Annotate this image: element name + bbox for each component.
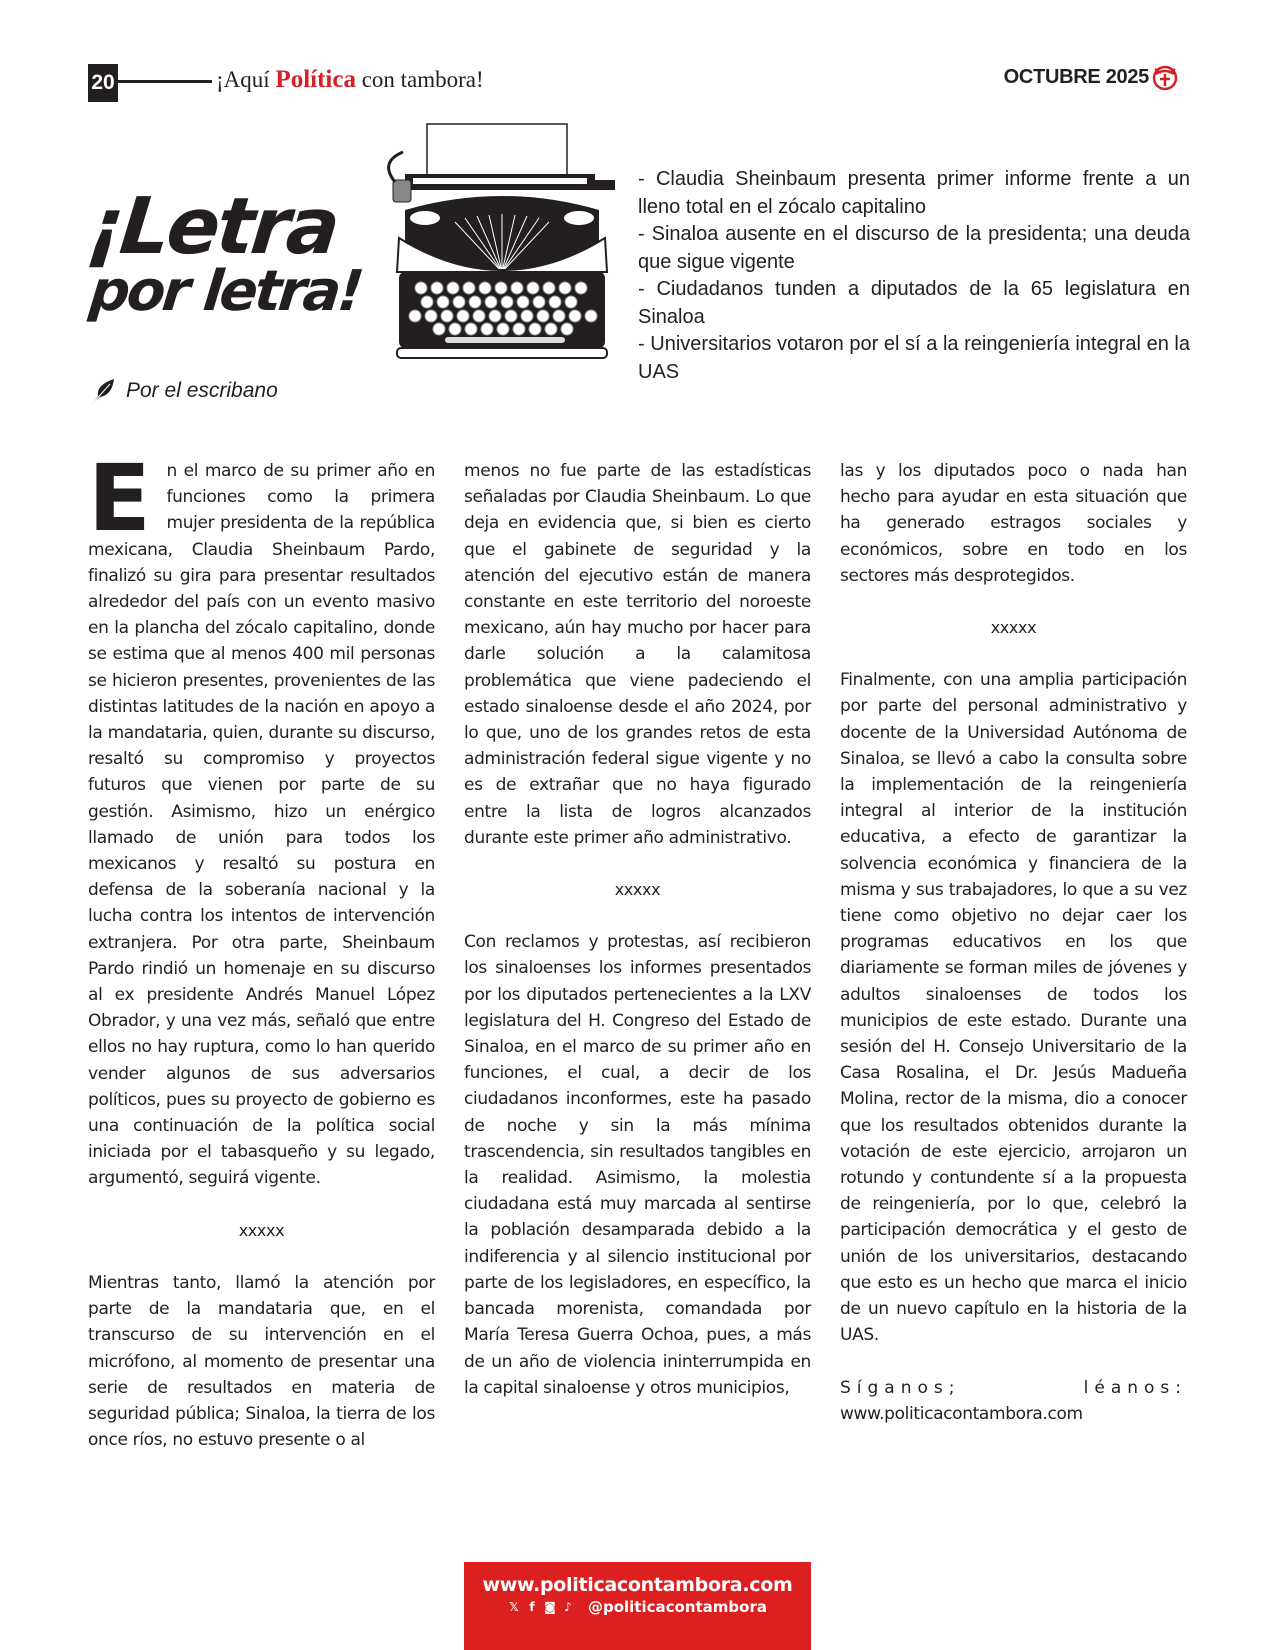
feather-quill-icon bbox=[90, 377, 116, 405]
tiktok-icon[interactable]: ♪ bbox=[564, 1600, 572, 1614]
title-line-2: por letra! bbox=[86, 259, 365, 324]
byline-author: Por el escribano bbox=[126, 379, 278, 402]
summary-item: - Ciudadanos tunden a diputados de la 65 legislatura en Sinaloa bbox=[638, 278, 1190, 328]
follow-us bbox=[840, 1375, 1187, 1427]
header-rule bbox=[118, 80, 212, 83]
drum-logo-icon bbox=[1151, 64, 1179, 92]
article-paragraph bbox=[88, 445, 435, 1192]
tagline-brand: Política bbox=[275, 66, 356, 93]
instagram-icon[interactable]: ◙ bbox=[544, 1600, 556, 1614]
byline bbox=[90, 377, 278, 405]
article-column-2 bbox=[464, 458, 811, 1401]
page-number: 20 bbox=[88, 64, 118, 102]
drop-cap: E bbox=[88, 445, 151, 552]
article-paragraph: menos no fue parte de las estadísticas señaladas por Claudia Sheinbaum. Lo que deja en evidencia que, si bien es cierto que el gabinete de seguridad y la atención del ejecutivo están de manera constante en este territorio del noroeste mexicano, aún hay mucho por hacer para darle solución a la calamitosa problemática que viene padeciendo el estado sinaloense desde el año 2024, por lo que, uno de los grandes retos de esta administración federal sigue vigente y no es de extrañar que no haya figurado entre la lista de logros alcanzados durante este primer año administrativo. bbox=[464, 461, 811, 848]
article-paragraph: Mientras tanto, llamó la atención por parte de la mandataria que, en el transcurso de su intervención en el micrófono, al momento de presentar una serie de resultados en materia de seguridad pública; Sinaloa, la tierra de los once ríos, no estuvo presente o al bbox=[88, 1272, 435, 1451]
tagline-prefix: ¡Aquí bbox=[216, 67, 270, 92]
tagline-suffix: con tambora! bbox=[361, 67, 484, 92]
headline-summary bbox=[638, 166, 1190, 386]
footer-banner bbox=[464, 1562, 811, 1650]
article-column-1 bbox=[88, 445, 435, 1453]
x-icon[interactable]: 𝕏 bbox=[509, 1600, 519, 1614]
article-paragraph: las y los diputados poco o nada han hecho para ayudar en esta situación que ha generado estragos sociales y económicos, sobre en todo en los sectores más desprotegidos. bbox=[840, 461, 1187, 586]
section-separator: xxxxx bbox=[614, 880, 661, 900]
typewriter-illustration bbox=[385, 122, 620, 362]
section-separator: xxxxx bbox=[238, 1220, 285, 1240]
follow-label: Síganos; bbox=[840, 1377, 961, 1398]
article-paragraph: Finalmente, con una amplia participación por parte del personal administrativo y docente de la Universidad Autónoma de Sinaloa, se llevó a cabo la consulta sobre la implementación de la reingeniería integral al interior de la institución educativa, a efecto de garantizar la solvencia económica y financiera de la misma y sus trabajadores, lo que a su vez tiene como objetivo no dejar caer los programas educativos en los que diariamente se forman miles de jóvenes y adultos sinaloenses de todos los municipios de este estado. Durante una sesión del H. Consejo Universitario de la Casa Rosalina, el Dr. Jesús Madueña Molina, rector de la misma, dio a conocer que los resultados obtenidos durante la votación de este ejercicio, arrojaron un rotundo y contundente sí a la propuesta de reingeniería, por lo que, celebró la participación democrática y el gesto de unión de los universitarios, destacando que esto es un hecho que marca el inicio de un nuevo capítulo en la historia de la UAS. bbox=[840, 670, 1187, 1346]
summary-item: - Universitarios votaron por el sí a la reingeniería integral en la UAS bbox=[638, 333, 1190, 383]
article-column-3 bbox=[840, 458, 1187, 1427]
issue-date: OCTUBRE 2025 bbox=[1003, 66, 1149, 88]
social-links bbox=[464, 1598, 811, 1616]
title-line-1: ¡Letra bbox=[83, 182, 342, 272]
summary-item: - Sinaloa ausente en el discurso de la presidenta; una deuda que sigue vigente bbox=[638, 223, 1190, 273]
read-label: léanos: bbox=[1083, 1377, 1187, 1398]
section-title bbox=[83, 182, 365, 324]
section-separator: xxxxx bbox=[990, 618, 1037, 638]
summary-item: - Claudia Sheinbaum presenta primer informe frente a un lleno total en el zócalo capitalino bbox=[638, 168, 1190, 218]
social-handle[interactable]: @politicacontambora bbox=[587, 1598, 767, 1616]
paragraph-text: n el marco de su primer año en funciones como la primera mujer presidenta de la república mexicana, Claudia Sheinbaum Pardo, finalizó su gira para presentar resultados alrededor del país con un evento masivo en la plancha del zócalo capitalino, donde se estima que al menos 400 mil personas se hicieron presentes, provenientes de las distintas latitudes de la nación en apoyo a la mandataria, quien, durante su discurso, resaltó su compromiso y proyectos futuros que vienen por parte de su gestión. Asimismo, hizo un enérgico llamado de unión para todos los mexicanos y resaltó su postura en defensa de la soberanía nacional y la lucha contra los intentos de intervención extranjera. Por otra parte, Sheinbaum Pardo rindió un homenaje en su discurso al ex presidente Andrés Manuel López Obrador, y una vez más, señaló que entre ellos no hay ruptura, como lo han querido vender algunos de sus adversarios políticos, pues su proyecto de gobierno es una continuación de la política social iniciada por el tabasqueño y su legado, argumentó, seguirá vigente. bbox=[88, 461, 435, 1189]
article-paragraph: Con reclamos y protestas, así recibieron los sinaloenses los informes presentados por los diputados pertenecientes a la LXV legislatura del H. Congreso del Estado de Sinaloa, en el marco de su primer año en funciones, el cual, a decir de los ciudadanos inconformes, este ha pasado de noche y sin la más mínima trascendencia, sin resultados tangibles en la realidad. Asimismo, la molestia ciudadana está muy marcada al sentirse la población desamparada debido a la indiferencia y al silencio institucional por parte de los legisladores, en específico, la bancada morenista, comandada por María Teresa Guerra Ochoa, pues, a más de un año de violencia ininterrumpida en la capital sinaloense y otros municipios, bbox=[464, 932, 811, 1398]
website-link[interactable]: www.politicacontambora.com bbox=[840, 1403, 1083, 1424]
footer-website-link[interactable]: www.politicacontambora.com bbox=[482, 1574, 793, 1596]
publication-tagline bbox=[216, 66, 484, 94]
facebook-icon[interactable]: f bbox=[529, 1600, 535, 1614]
